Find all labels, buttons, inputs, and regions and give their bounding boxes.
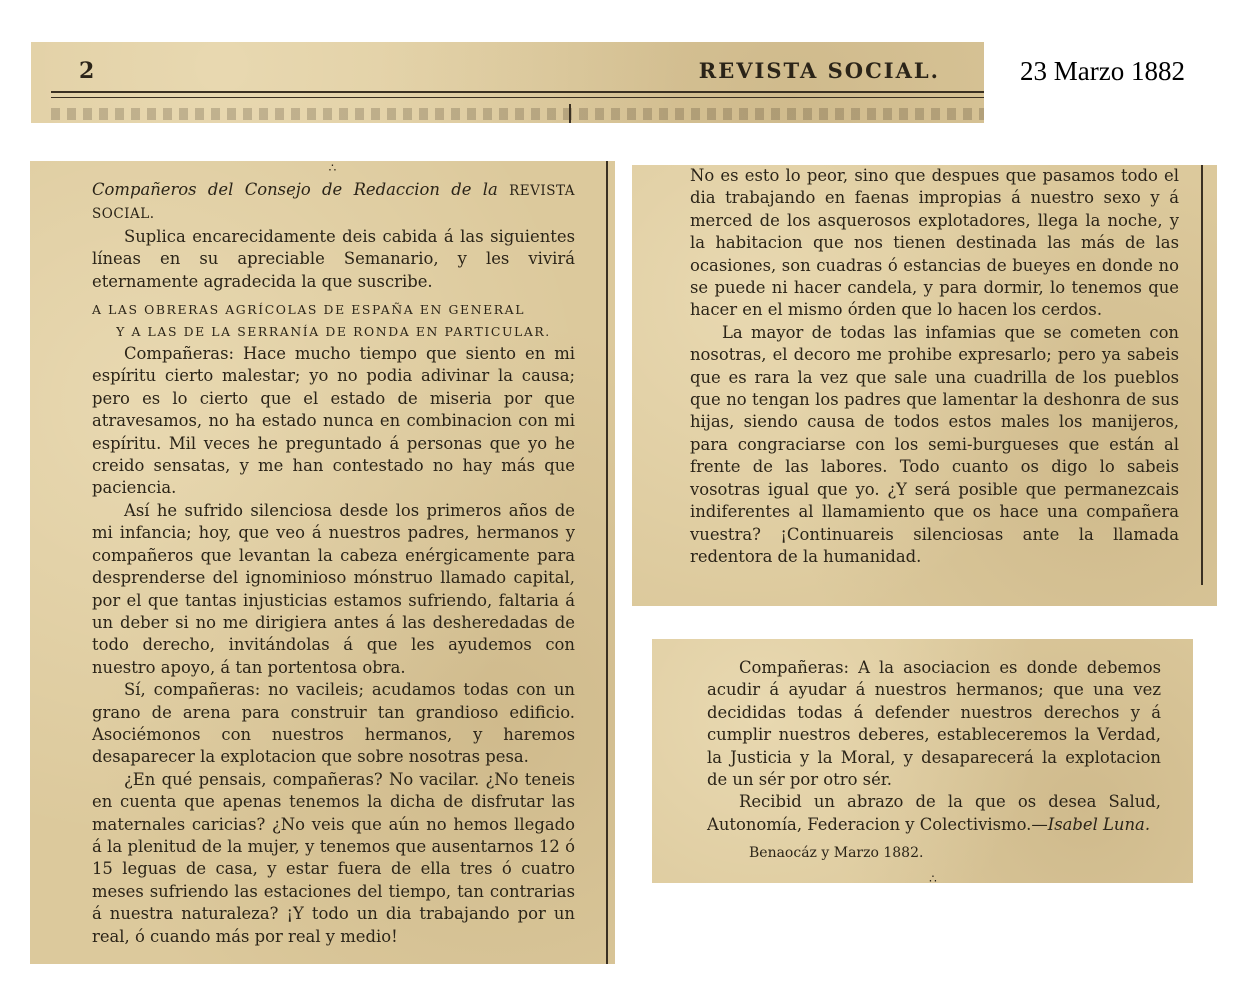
masthead-rule-thin: [51, 97, 984, 98]
newspaper-name: REVISTA SOCIAL.: [92, 183, 575, 223]
page-number: 2: [79, 58, 96, 84]
column-rule: [606, 161, 608, 964]
paragraph: No es esto lo peor, sino que despues que pasamos todo el dia trabajando en faenas impropias á nuestro sexo y á merced de los asquerosos explotadores, llega la noche, y la habitacion que nos tienen destinada las más de las ocasiones, son cuadras ó estancias de bueyes en donde no se puede ni hacer candela, y para dormir, lo tenemos que hacer en el mismo órden que lo hacen los cerdos.: [690, 166, 1179, 320]
paragraph: Compañeras: A la asociacion es donde debemos acudir á ayudar á nuestros hermanos; que una vez decididas todas á defender nuestros derechos y á cumplir nuestros deberes, estableceremos la Verdad, la Justicia y la Moral, y desaparecerá la explotacion de un sér por otro sér.: [707, 658, 1161, 790]
paragraph: ¿En qué pensais, compañeras? No vacilar. ¿No teneis en cuenta que apenas tenemos la dicha de disfrutar las maternales caricias? ¿No veis que aún no hemos llegado á la plenitud de la mujer, y tenemos que ausentarnos 12 ó 15 leguas de casa, y estar fuera de ella tres ó cuatro meses sufriendo las estaciones del tiempo, tan contrarias á nuestra naturaleza? ¡Y todo un dia trabajando por un real, ó cuando más por real y medio!: [92, 769, 575, 946]
ornament-asterism: ∴: [328, 161, 339, 175]
place-date: Benaocáz y Marzo 1882.: [749, 845, 924, 862]
article-clipping-3: [652, 639, 1193, 883]
date-label: 23 Marzo 1882: [1020, 56, 1185, 86]
newspaper-title: REVISTA SOCIAL.: [698, 58, 940, 83]
signature: Isabel Luna.: [1047, 814, 1151, 834]
paragraph: Así he sufrido silenciosa desde los primeros años de mi infancia; hoy, que veo á nuestros padres, hermanos y compañeros que levantan la cabeza enérgicamente para desprenderse del ignominioso mónstruo llamado capital, por el que tantas injusticias estamos sufriendo, faltaria á un deber si no me dirigiera antes á las desheredadas de todo derecho, invitándolas á que les ayudemos con nuestro apoyo, á tan portentosa obra.: [92, 500, 575, 677]
column-rule: [1201, 165, 1203, 585]
request-paragraph: Suplica encarecidamente deis cabida á las siguientes líneas en su apreciable Semanario, y les vivirá eternamente agradecida la que suscribe.: [92, 226, 575, 291]
paragraph: Compañeras: Hace mucho tiempo que siento en mi espíritu cierto malestar; yo no podia adivinar la causa; pero es lo cierto que el estado de miseria por que atravesamos, no ha estado nunca en combinacion con mi espíritu. Mil veces he preguntado á personas que yo he creido sensatas, y me han contestado no hay más que paciencia.: [92, 344, 575, 498]
article-clipping-2: [632, 165, 1217, 606]
ornament-asterism: ∴: [929, 872, 939, 883]
masthead-rule: [51, 91, 984, 93]
paragraph: La mayor de todas las infamias que se cometen con nosotras, el decoro me prohibe expresarlo; pero ya sabeis que es rara la vez que sale una cuadrilla de los pueblos que no tengan los padres que lamentar la deshonra de sus hijas, siendo causa de todos estos males los manijeros, para congraciarse con los semi-burgueses que están al frente de las labores. Todo cuanto os digo lo sabeis vosotras igual que yo. ¿Y será posible que permanezcais indiferentes al llamamiento que os hace una compañera vuestra? ¡Continuareis silenciosas ante la llamada redentora de la humanidad.: [690, 322, 1179, 566]
article-heading-line1: A LAS OBRERAS AGRÍCOLAS DE ESPAÑA EN GENERAL: [92, 302, 526, 318]
closing-text: Recibid un abrazo de la que os desea Salud, Autonomía, Federacion y Colectivismo.—: [707, 792, 1161, 834]
editorial-address: [92, 179, 575, 226]
paragraph: Sí, compañeras: no vacileis; acudamos todas con un grano de arena para construir tan grandioso edificio. Asociémonos con nuestros hermanos, y haremos desaparecer la explotacion que sobre nosotras pesa.: [92, 680, 575, 767]
article-heading-line2: Y A LAS DE LA SERRANÍA DE RONDA EN PARTICULAR.: [116, 324, 551, 340]
article-clipping-1: [30, 161, 615, 964]
address-prefix: Compañeros del Consejo de Redaccion de la: [92, 180, 510, 199]
column-divider: [569, 104, 571, 123]
cut-text-line: [51, 108, 984, 120]
newspaper-masthead: [31, 42, 984, 123]
closing-paragraph: [707, 791, 1161, 836]
